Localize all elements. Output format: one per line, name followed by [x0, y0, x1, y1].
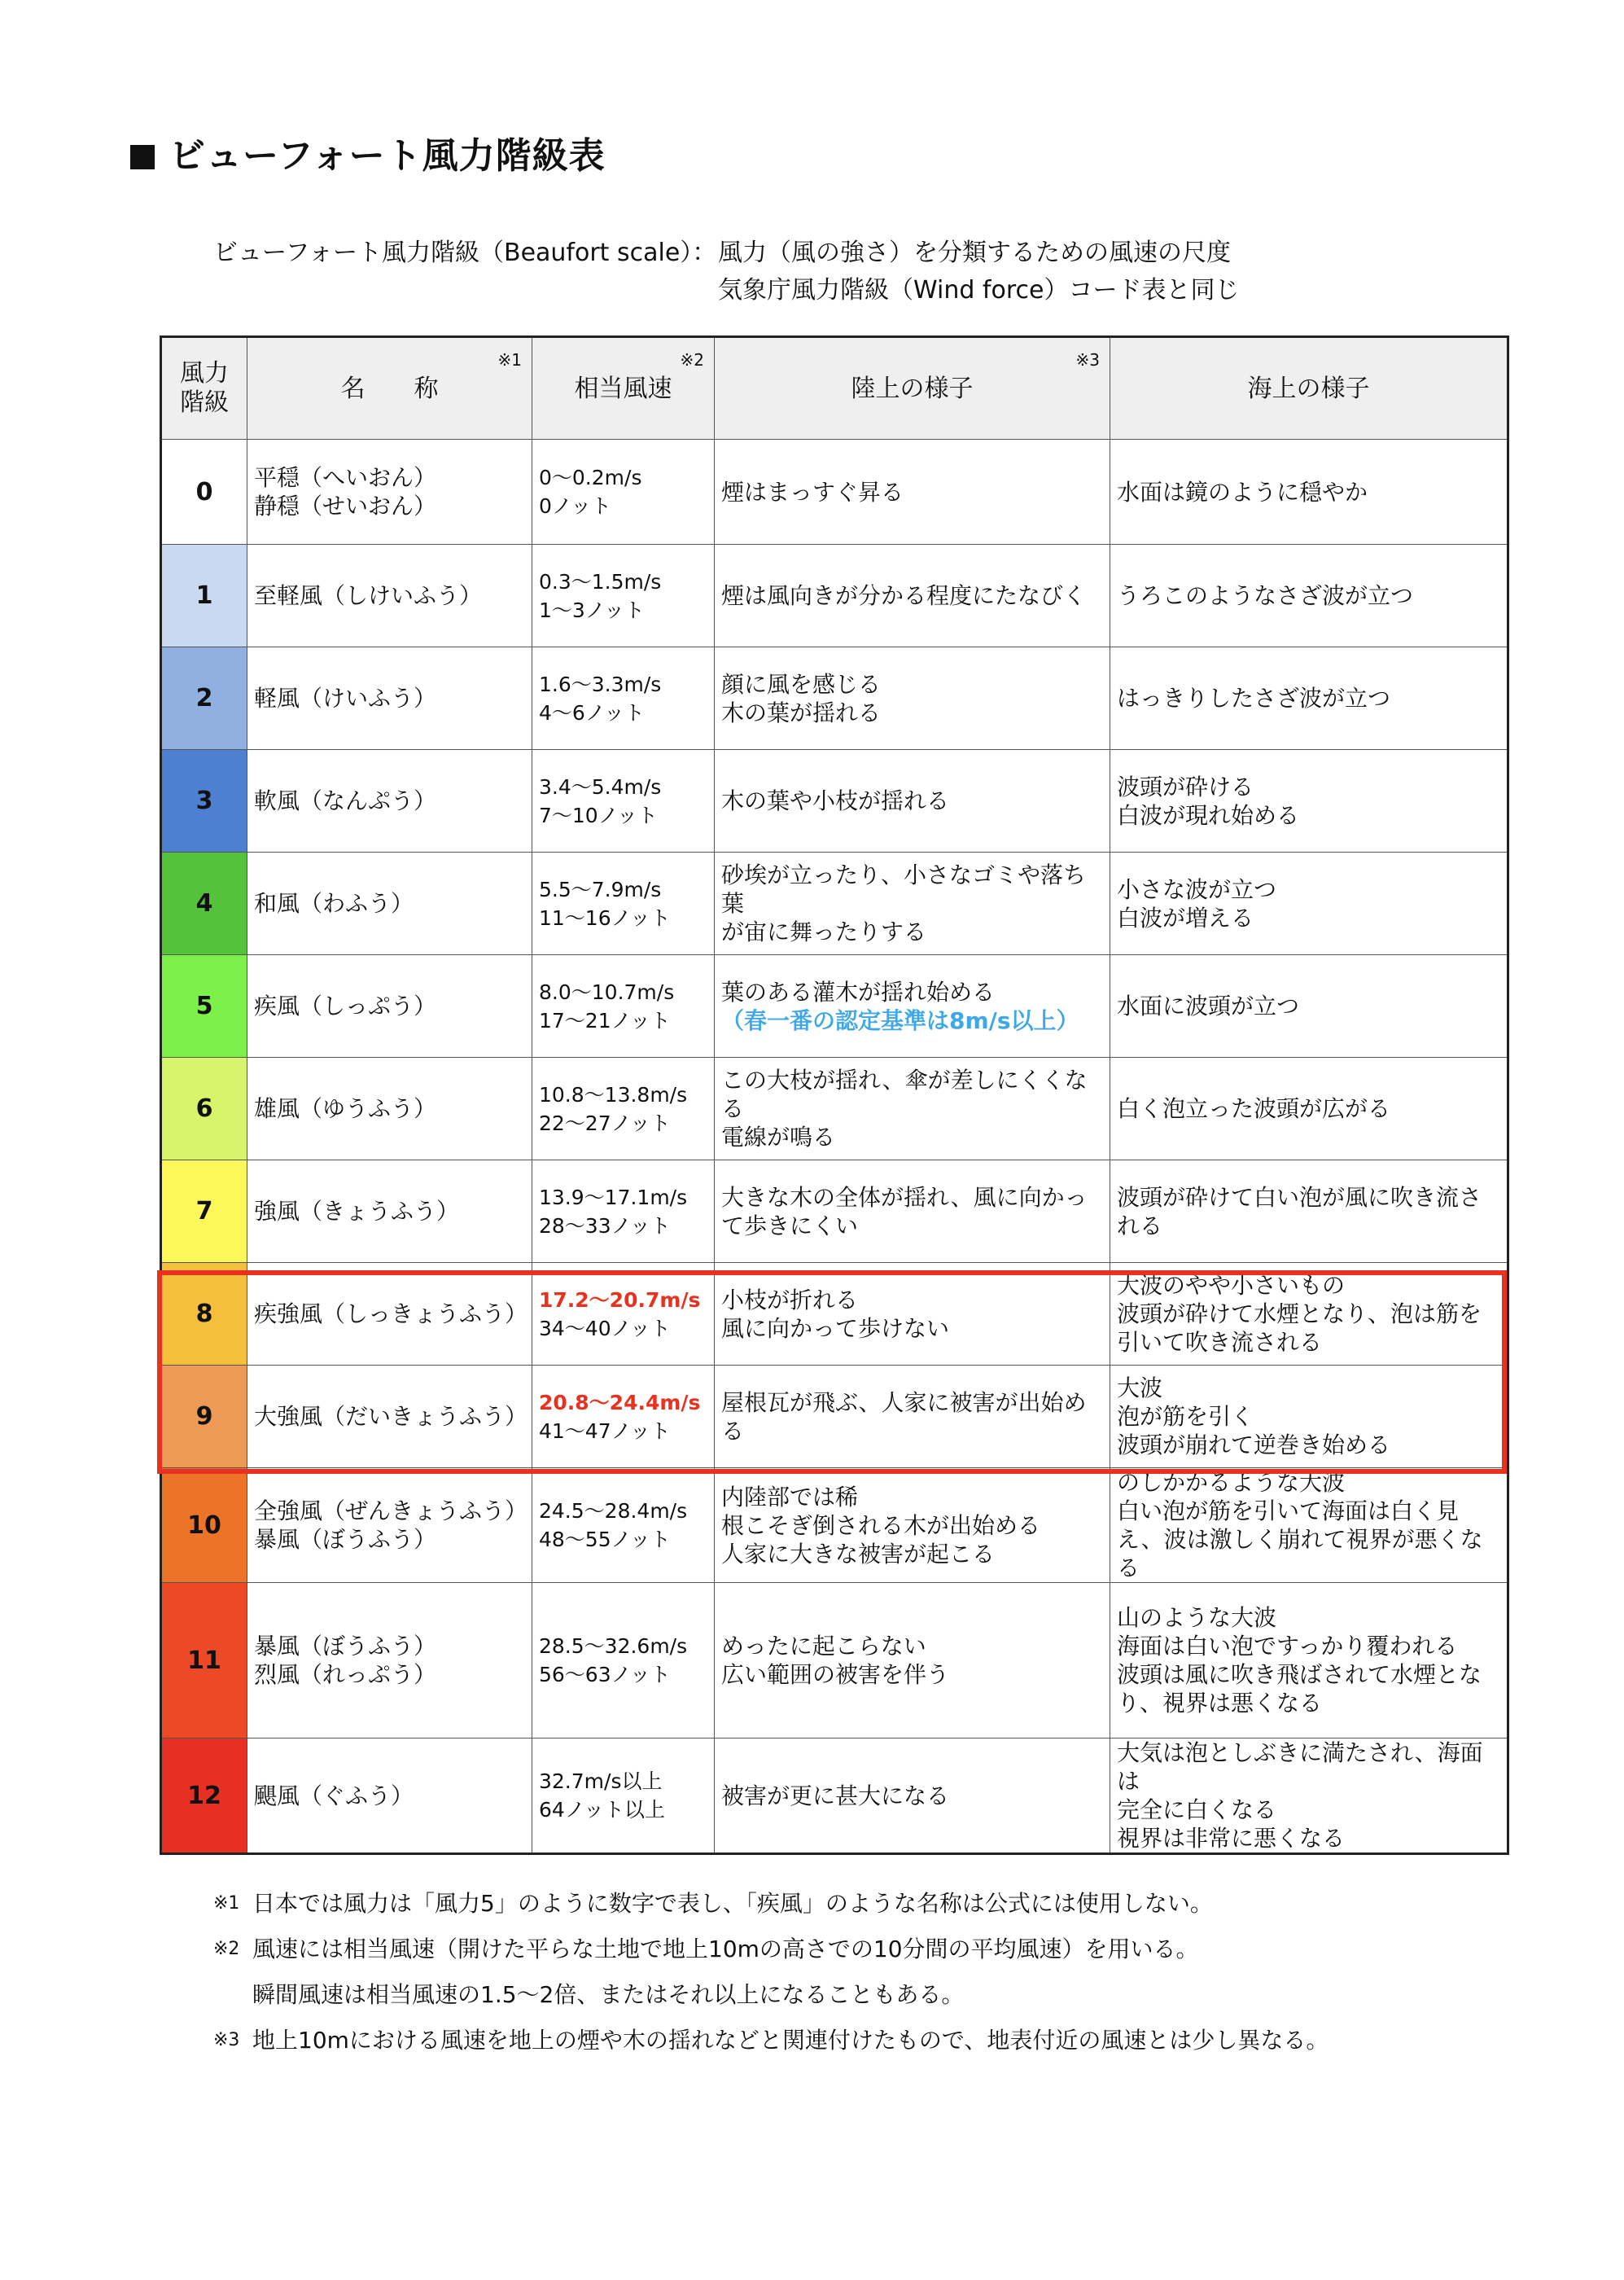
sea-cell: [1110, 647, 1508, 750]
sea-line: 引いて吹き流される: [1117, 1329, 1323, 1356]
name-cell: [247, 545, 532, 647]
sea-line: 波頭は風に吹き飛ばされて水煙とな: [1117, 1661, 1482, 1688]
land-cell: [715, 853, 1110, 955]
speed-cell: [532, 853, 715, 955]
name-line: 大強風（だいきょうふう）: [254, 1403, 528, 1430]
intro-label: ビューフォート風力階級（Beaufort scale）：: [213, 239, 717, 267]
speed-cell: [532, 1366, 715, 1468]
name-line: 疾強風（しっきょうふう）: [254, 1300, 528, 1327]
speed-cell: [532, 1160, 715, 1263]
sea-line: 視界は非常に悪くなる: [1117, 1825, 1346, 1852]
sea-line: 波頭が崩れて逆巻き始める: [1117, 1432, 1391, 1458]
sea-line: 小さな波が立つ: [1117, 875, 1277, 903]
footnotes: [213, 1881, 1329, 2063]
land-line: 木の葉が揺れる: [721, 699, 882, 726]
land-line: 木の葉や小枝が揺れる: [721, 787, 950, 814]
sea-cell: [1110, 1468, 1508, 1583]
land-line: 屋根瓦が飛ぶ、人家に被害が出始め: [721, 1388, 1087, 1416]
sea-cell: [1110, 955, 1508, 1058]
sea-cell: [1110, 1058, 1508, 1160]
speed-cell: [532, 1468, 715, 1583]
table-row: [161, 1738, 1508, 1854]
speed-cell: [532, 1583, 715, 1738]
name-line: 雄風（ゆうふう）: [254, 1095, 437, 1122]
speed-ms: 13.9〜17.1m/s: [539, 1185, 688, 1209]
table-row: [161, 1263, 1508, 1366]
speed-knots: 56〜63ノット: [539, 1663, 671, 1686]
land-line: 電線が鳴る: [721, 1124, 836, 1151]
land-line: めったに起こらない: [721, 1633, 926, 1660]
speed-cell: [532, 440, 715, 545]
sea-cell: [1110, 1160, 1508, 1263]
land-line: が宙に舞ったりする: [721, 919, 927, 945]
speed-ms: 8.0〜10.7m/s: [539, 980, 675, 1004]
level-cell: 10: [161, 1468, 247, 1583]
footnote-1: ※1 日本では風力は「風力5」のように数字で表し、「疾風」のような名称は公式には使用しない。: [213, 1890, 1213, 1917]
speed-ms: 32.7m/s以上: [539, 1769, 663, 1793]
land-cell: [715, 440, 1110, 545]
table-row: [161, 1366, 1508, 1468]
header-speed-note: ※2: [680, 350, 704, 370]
land-line: 小枝が折れる: [721, 1286, 859, 1313]
sea-line: 白い泡が筋を引いて海面は白く見: [1117, 1497, 1460, 1524]
beaufort-table: [160, 335, 1509, 1855]
land-line: 風に向かって歩けない: [721, 1314, 950, 1342]
header-name-note: ※1: [497, 350, 522, 370]
level-cell: 12: [161, 1738, 247, 1854]
speed-knots: 1〜3ノット: [539, 598, 646, 622]
page-title-text: ビューフォート風力階級表: [169, 135, 606, 177]
land-cell: [715, 1160, 1110, 1263]
land-cell: [715, 1468, 1110, 1583]
speed-ms: 5.5〜7.9m/s: [539, 877, 662, 901]
sea-line: 完全に白くなる: [1117, 1796, 1277, 1823]
speed-ms: 20.8〜24.4m/s: [539, 1390, 701, 1414]
sea-line: 山のような大波: [1117, 1604, 1277, 1631]
speed-knots: 48〜55ノット: [539, 1528, 671, 1551]
level-cell: 6: [161, 1058, 247, 1160]
sea-line: 白く泡立った波頭が広がる: [1117, 1095, 1391, 1122]
sea-line: はっきりしたさざ波が立つ: [1117, 685, 1391, 712]
intro-line-2: 気象庁風力階級（Wind force）コード表と同じ: [718, 276, 1240, 305]
speed-cell: [532, 1058, 715, 1160]
speed-knots: 11〜16ノット: [539, 905, 671, 930]
name-cell: [247, 1160, 532, 1263]
land-cell: [715, 1058, 1110, 1160]
land-line: 葉のある灌木が揺れ始める: [721, 978, 996, 1006]
name-cell: [247, 647, 532, 750]
land-note: （春一番の認定基準は8m/s以上）: [721, 1006, 1079, 1034]
name-line: 静穏（せいおん）: [254, 493, 437, 520]
header-name: 名 称 ※1: [247, 337, 532, 440]
name-cell: [247, 955, 532, 1058]
name-line: 颶風（ぐふう）: [254, 1782, 414, 1809]
level-cell: 9: [161, 1366, 247, 1468]
speed-cell: [532, 545, 715, 647]
level-cell: 2: [161, 647, 247, 750]
sea-cell: [1110, 750, 1508, 853]
sea-line: 大波: [1117, 1375, 1163, 1401]
land-line: 大きな木の全体が揺れ、風に向かっ: [721, 1183, 1088, 1211]
speed-cell: [532, 647, 715, 750]
name-line: 軽風（けいふう）: [254, 685, 437, 712]
speed-knots: 22〜27ノット: [539, 1111, 671, 1135]
footnote-2-line-2: 瞬間風速は相当風速の1.5〜2倍、またはそれ以上になることもある。: [252, 1981, 965, 2008]
name-line: 全強風（ぜんきょうふう）: [254, 1497, 528, 1524]
table-row: [161, 647, 1508, 750]
sea-line: 白波が増える: [1117, 904, 1254, 932]
speed-ms: 0.3〜1.5m/s: [539, 569, 662, 594]
land-cell: [715, 955, 1110, 1058]
table-row: [161, 545, 1508, 647]
header-sea: 海上の様子: [1110, 337, 1508, 440]
sea-cell: [1110, 1366, 1508, 1468]
level-cell: 3: [161, 750, 247, 853]
level-cell: 5: [161, 955, 247, 1058]
speed-knots: 28〜33ノット: [539, 1213, 671, 1238]
sea-cell: [1110, 545, 1508, 647]
land-line: この大枝が揺れ、傘が差しにくくなる: [721, 1067, 1088, 1122]
square-bullet-icon: [130, 145, 155, 169]
land-cell: [715, 1738, 1110, 1854]
sea-line: 大波のやや小さいもの: [1117, 1272, 1346, 1299]
level-cell: 0: [161, 440, 247, 545]
land-line: 砂埃が立ったり、小さなゴミや落ち葉: [721, 862, 1087, 917]
sea-cell: [1110, 1583, 1508, 1738]
level-cell: 1: [161, 545, 247, 647]
intro-line-1: 風力（風の強さ）を分類するための風速の尺度: [718, 239, 1231, 267]
speed-ms: 17.2〜20.7m/s: [539, 1287, 701, 1312]
header-land: 陸上の様子 ※3: [715, 337, 1110, 440]
sea-line: え、波は激しく崩れて視界が悪くなる: [1117, 1526, 1483, 1581]
land-cell: [715, 1263, 1110, 1366]
header-level: 風力階級: [161, 337, 247, 440]
speed-ms: 1.6〜3.3m/s: [539, 672, 662, 696]
table-row: [161, 750, 1508, 853]
sea-line: 波頭が砕けて白い泡が風に吹き流さ: [1117, 1183, 1482, 1211]
sea-line: のしかかるような大波: [1117, 1469, 1346, 1496]
land-cell: [715, 1366, 1110, 1468]
sea-line: 水面に波頭が立つ: [1117, 993, 1300, 1019]
level-cell: 7: [161, 1160, 247, 1263]
name-line: 烈風（れっぷう）: [254, 1661, 437, 1688]
sea-line: り、視界は悪くなる: [1117, 1690, 1323, 1717]
speed-knots: 7〜10ノット: [539, 803, 658, 827]
name-line: 暴風（ぼうふう）: [254, 1526, 437, 1553]
speed-ms: 24.5〜28.4m/s: [539, 1499, 688, 1523]
name-line: 疾風（しっぷう）: [254, 993, 437, 1019]
footnote-3: ※3 地上10mにおける風速を地上の煙や木の揺れなどと関連付けたもので、地表付近の風速とは少し異なる。: [213, 2027, 1329, 2054]
speed-ms: 3.4〜5.4m/s: [539, 774, 662, 799]
sea-cell: [1110, 853, 1508, 955]
name-cell: [247, 1583, 532, 1738]
name-line: 強風（きょうふう）: [254, 1198, 460, 1225]
sea-line: 泡が筋を引く: [1117, 1403, 1254, 1430]
speed-knots: 4〜6ノット: [539, 700, 646, 725]
sea-cell: [1110, 1263, 1508, 1366]
sea-cell: [1110, 440, 1508, 545]
name-line: 至軽風（しけいふう）: [254, 582, 483, 609]
land-line: る: [721, 1417, 745, 1445]
name-line: 暴風（ぼうふう）: [254, 1633, 437, 1660]
name-cell: [247, 1468, 532, 1583]
speed-cell: [532, 750, 715, 853]
speed-knots: 64ノット以上: [539, 1798, 666, 1822]
land-line: 煙は風向きが分かる程度にたなびく: [721, 582, 1087, 609]
name-cell: [247, 750, 532, 853]
speed-knots: 0ノット: [539, 494, 612, 518]
speed-cell: [532, 955, 715, 1058]
name-line: 平穏（へいおん）: [254, 464, 437, 491]
name-cell: [247, 1058, 532, 1160]
speed-ms: 0〜0.2m/s: [539, 466, 642, 489]
level-cell: 8: [161, 1263, 247, 1366]
speed-ms: 28.5〜32.6m/s: [539, 1634, 688, 1658]
land-line: 顔に風を感じる: [721, 670, 882, 698]
name-line: 和風（わふう）: [254, 890, 414, 917]
header-speed: 相当風速 ※2: [532, 337, 715, 440]
footnote-2: ※2 風速には相当風速（開けた平らな土地で地上10mの高さでの10分間の平均風速）を用いる。: [213, 1936, 1199, 1962]
level-cell: 11: [161, 1583, 247, 1738]
land-line: 被害が更に甚大になる: [721, 1782, 950, 1809]
sea-line: 海面は白い泡ですっかり覆われる: [1117, 1633, 1458, 1660]
sea-line: 波頭が砕けて水煙となり、泡は筋を: [1117, 1300, 1482, 1327]
land-line: 内陸部では稀: [721, 1483, 859, 1510]
land-cell: [715, 1583, 1110, 1738]
land-line: て歩きにくい: [721, 1212, 859, 1239]
name-cell: [247, 1263, 532, 1366]
name-cell: [247, 1738, 532, 1854]
sea-line: 白波が現れ始める: [1117, 801, 1300, 829]
sea-cell: [1110, 1738, 1508, 1854]
speed-cell: [532, 1738, 715, 1854]
sea-line: 水面は鏡のように穏やか: [1117, 478, 1368, 506]
speed-knots: 17〜21ノット: [539, 1008, 671, 1033]
table-row: [161, 1058, 1508, 1160]
table-row: [161, 1583, 1508, 1738]
level-cell: 4: [161, 853, 247, 955]
intro: [213, 235, 1239, 309]
name-cell: [247, 440, 532, 545]
land-line: 煙はまっすぐ昇る: [721, 478, 904, 506]
name-line: 軟風（なんぷう）: [254, 787, 437, 814]
land-line: 広い範囲の被害を伴う: [721, 1661, 950, 1688]
table-row: [161, 955, 1508, 1058]
page-title: [130, 126, 606, 178]
speed-knots: 41〜47ノット: [539, 1418, 671, 1443]
land-cell: [715, 545, 1110, 647]
name-cell: [247, 1366, 532, 1468]
land-cell: [715, 750, 1110, 853]
name-cell: [247, 853, 532, 955]
speed-ms: 10.8〜13.8m/s: [539, 1082, 688, 1107]
land-line: 人家に大きな被害が起こる: [721, 1540, 996, 1568]
header-land-note: ※3: [1075, 350, 1100, 370]
speed-knots: 34〜40ノット: [539, 1316, 671, 1340]
land-cell: [715, 647, 1110, 750]
sea-line: 波頭が砕ける: [1117, 773, 1254, 800]
sea-line: うろこのようなさざ波が立つ: [1117, 582, 1414, 609]
sea-line: 大気は泡としぶきに満たされ、海面は: [1117, 1739, 1483, 1795]
table-row: [161, 1160, 1508, 1263]
header-row: [161, 337, 1508, 440]
table-row: [161, 1468, 1508, 1583]
speed-cell: [532, 1263, 715, 1366]
table-row: [161, 853, 1508, 955]
table-row: [161, 440, 1508, 545]
table-body: [161, 440, 1508, 1854]
sea-line: れる: [1117, 1212, 1163, 1239]
land-line: 根こそぎ倒される木が出始める: [721, 1511, 1041, 1539]
